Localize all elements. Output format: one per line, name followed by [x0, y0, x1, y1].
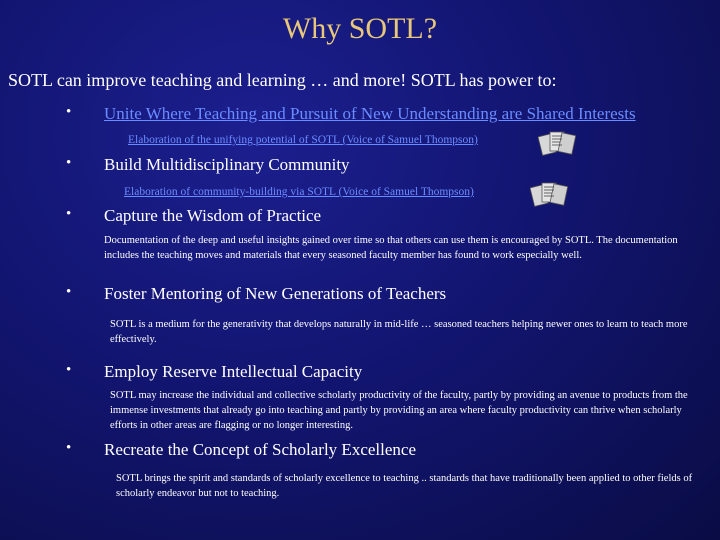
bullet-label: Build Multidisciplinary Community: [104, 155, 350, 174]
bullet-detail: Documentation of the deep and useful insights gained over time so that others can use them is encouraged by SOTL. The documentation includes the teaching moves and materials that every seasoned faculty member has found to work especially well.: [104, 235, 678, 261]
bullet-marker: •: [66, 155, 72, 171]
bullet-detail: SOTL is a medium for the generativity that develops naturally in mid-life … seasoned teachers helping newer ones to learn to teach more effectively.: [110, 319, 688, 345]
bullet-marker: •: [66, 284, 72, 300]
bullet-label: Recreate the Concept of Scholarly Excellence: [104, 440, 416, 459]
bullet-label: Capture the Wisdom of Practice: [104, 206, 322, 225]
bullet-link[interactable]: Unite Where Teaching and Pursuit of New Understanding are Shared Interests: [104, 104, 636, 123]
bullet-detail: SOTL brings the spirit and standards of scholarly excellence to teaching .. standards that have traditionally been applied to other fields of scholarly endeavor but not to teaching.: [116, 473, 693, 499]
bullet-marker: •: [66, 104, 72, 120]
bullet-label: Employ Reserve Intellectual Capacity: [104, 362, 363, 381]
bullet-marker: •: [66, 362, 72, 378]
bullet-marker: •: [66, 440, 72, 456]
audio-link[interactable]: Elaboration of community-building via SOTL (Voice of Samuel Thompson): [124, 186, 474, 198]
bullet-label: Foster Mentoring of New Generations of Teachers: [104, 284, 447, 303]
audio-link[interactable]: Elaboration of the unifying potential of SOTL (Voice of Samuel Thompson): [128, 134, 478, 146]
bullet-detail: SOTL may increase the individual and collective scholarly productivity of the faculty, partly by providing an avenue to products from the immense investments that already go into teaching and partly by providing an area where faculty productivity can thrive when scholarly efforts in other areas are flagging or no longer interesting.: [110, 390, 688, 431]
audio-clip-icon[interactable]: [530, 178, 570, 208]
slide-title: Why SOTL?: [282, 12, 438, 45]
audio-clip-icon[interactable]: [538, 127, 578, 157]
bullet-marker: •: [66, 206, 72, 222]
intro-text: SOTL can improve teaching and learning … and more! SOTL has power to:: [8, 70, 557, 90]
